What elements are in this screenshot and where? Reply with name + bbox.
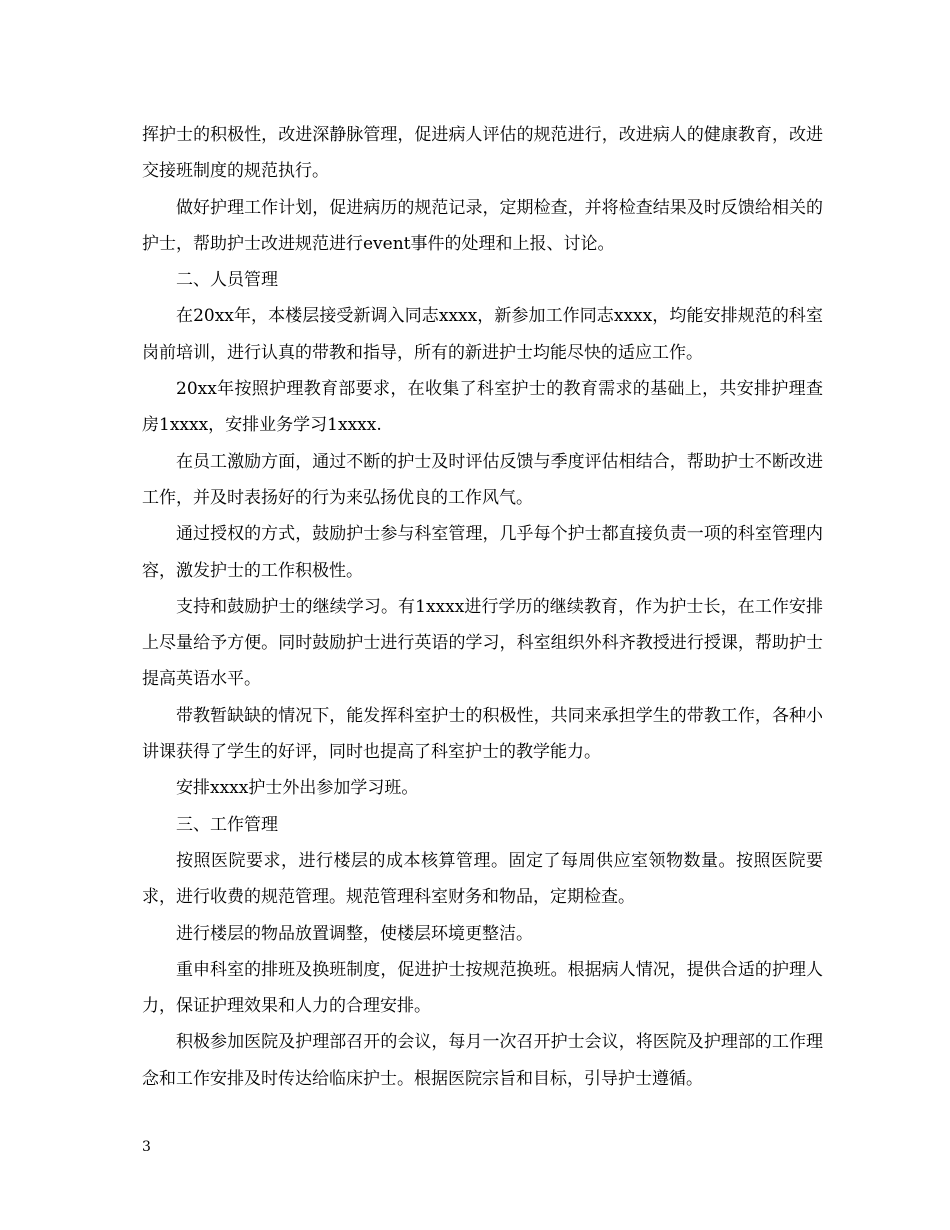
paragraph-continuing-study: 支持和鼓励护士的继续学习。有1xxxx进行学历的继续教育，作为护士长，在工作安排上尽量给予方便。同时鼓励护士进行英语的学习，科室组织外科齐教授进行授课，帮助护士提高英语水平。	[142, 596, 823, 690]
paragraph-environment: 进行楼层的物品放置调整，使楼层环境更整洁。	[176, 923, 533, 944]
paragraph-scheduling: 重申科室的排班及换班制度，促进护士按规范换班。根据病人情况，提供合适的护理人力，保证护理效果和人力的合理安排。	[142, 959, 823, 1017]
paragraph-nursing-plan: 做好护理工作计划，促进病历的规范记录，定期检查，并将检查结果及时反馈给相关的护士，帮助护士改进规范进行event事件的处理和上报、讨论。	[142, 197, 823, 254]
paragraph-continuation: 挥护士的积极性，改进深静脉管理，促进病人评估的规范进行，改进病人的健康教育，改进交接班制度的规范执行。	[142, 125, 823, 182]
paragraph-education: 20xx年按照护理教育部要求，在收集了科室护士的教育需求的基础上，共安排护理查房1xxxx，安排业务学习1xxxx.	[142, 379, 823, 436]
section-heading-personnel: 二、人员管理	[176, 270, 278, 291]
page-number: 3	[142, 1139, 151, 1155]
paragraph-authorization: 通过授权的方式，鼓励护士参与科室管理，几乎每个护士都直接负责一项的科室管理内容，激发护士的工作积极性。	[142, 524, 823, 581]
paragraph-incentive: 在员工激励方面，通过不断的护士及时评估反馈与季度评估相结合，帮助护士不断改进工作，并及时表扬好的行为来弘扬优良的工作风气。	[142, 451, 823, 508]
paragraph-meetings: 积极参加医院及护理部召开的会议，每月一次召开护士会议，将医院及护理部的工作理念和工作安排及时传达给临床护士。根据医院宗旨和目标，引导护士遵循。	[142, 1032, 823, 1089]
document-body	[142, 117, 823, 1097]
paragraph-new-staff: 在20xx年，本楼层接受新调入同志xxxx，新参加工作同志xxxx，均能安排规范的科室岗前培训，进行认真的带教和指导，所有的新进护士均能尽快的适应工作。	[142, 306, 823, 363]
section-heading-work: 三、工作管理	[176, 814, 278, 835]
paragraph-teaching: 带教暂缺缺的情况下，能发挥科室护士的积极性，共同来承担学生的带教工作，各种小讲课获得了学生的好评，同时也提高了科室护士的教学能力。	[142, 705, 823, 763]
paragraph-training-class: 安排xxxx护士外出参加学习班。	[176, 778, 419, 799]
paragraph-cost-management: 按照医院要求，进行楼层的成本核算管理。固定了每周供应室领物数量。按照医院要求，进行收费的规范管理。规范管理科室财务和物品，定期检查。	[142, 850, 823, 908]
